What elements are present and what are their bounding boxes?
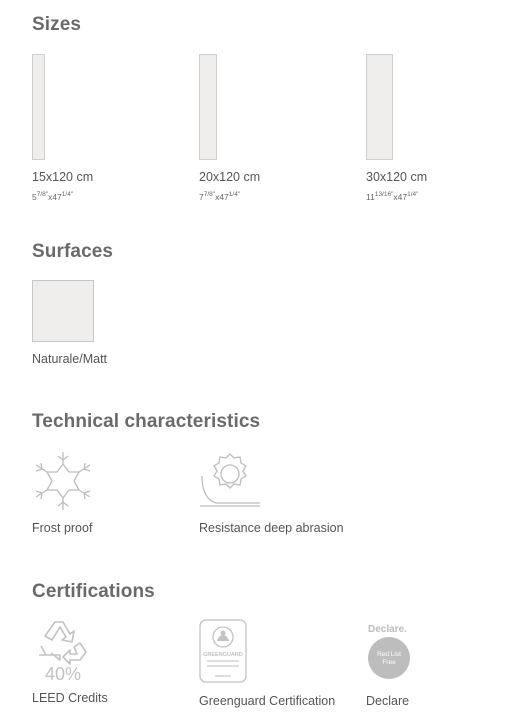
size-label-imperial: $11^{13/16"}x47^{1/4"}$ <box>366 191 419 202</box>
greenguard-label: Greenguard Certification <box>199 694 336 708</box>
recycle-icon <box>36 618 90 684</box>
size-tile-20x120[interactable] <box>199 54 217 160</box>
surface-swatch-naturale-matt[interactable] <box>32 280 94 342</box>
snowflake-icon <box>30 450 96 512</box>
technical-heading: Technical characteristics <box>32 411 261 432</box>
abrasion-icon <box>198 450 264 510</box>
declare-badge-sub2: Free <box>382 659 396 666</box>
size-label-metric: 30x120 cm <box>366 170 428 184</box>
size-label-imperial: $5^{7/8"}x47^{1/4"}$ <box>32 191 74 202</box>
recycle-badge-text: 40% <box>44 664 82 684</box>
surface-label: Naturale/Matt <box>32 352 108 366</box>
size-label-imperial: $7^{7/8"}x47^{1/4"}$ <box>199 191 241 202</box>
surfaces-heading: Surfaces <box>32 241 114 262</box>
size-label-metric: 15x120 cm <box>32 170 94 184</box>
certifications-heading: Certifications <box>32 581 155 602</box>
abrasion-label: Resistance deep abrasion <box>199 521 344 535</box>
leed-label: LEED Credits <box>32 691 108 705</box>
frost-proof-label: Frost proof <box>32 521 93 535</box>
declare-badge-sub: Red List <box>377 651 401 658</box>
sizes-heading: Sizes <box>32 14 82 35</box>
size-tile-30x120[interactable] <box>366 54 393 160</box>
greenguard-icon <box>199 619 247 683</box>
size-label-metric: 20x120 cm <box>199 170 261 184</box>
greenguard-badge-text: GREENGUARD <box>203 652 243 658</box>
declare-icon <box>366 620 416 680</box>
declare-label: Declare <box>366 694 410 708</box>
size-tile-15x120[interactable] <box>32 54 45 160</box>
declare-badge-text: Declare. <box>368 624 407 635</box>
